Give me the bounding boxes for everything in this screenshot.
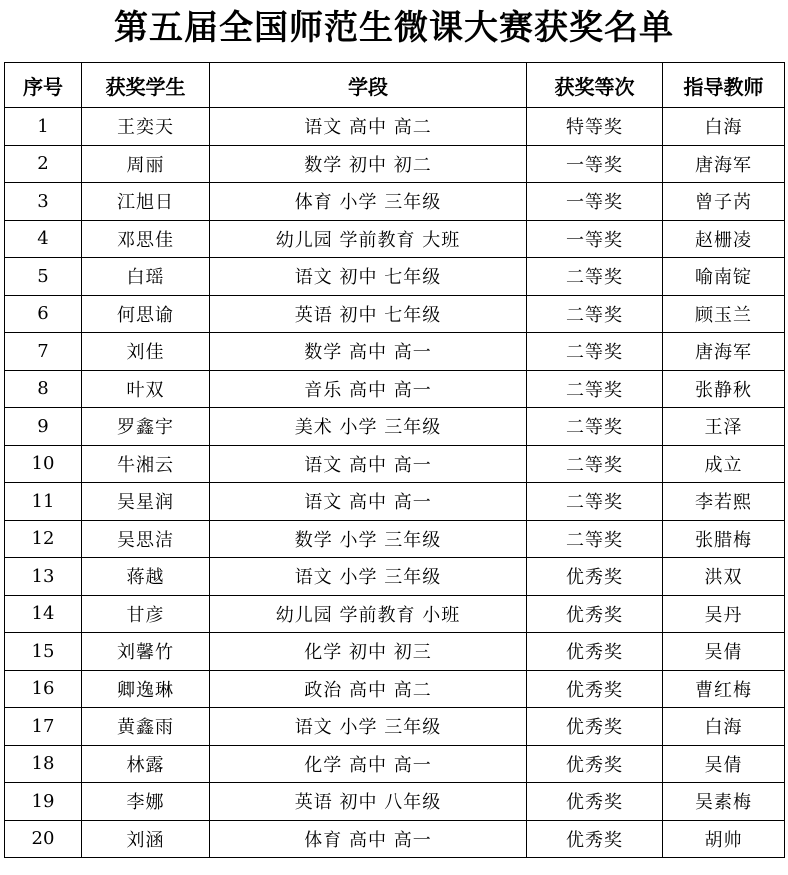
cell-student: 甘彦 (82, 595, 210, 633)
cell-award: 二等奖 (527, 408, 663, 446)
cell-student: 牛湘云 (82, 445, 210, 483)
table-row (5, 783, 785, 821)
table-row (5, 295, 785, 333)
cell-award: 优秀奖 (527, 745, 663, 783)
cell-teacher: 吴丹 (663, 595, 785, 633)
cell-student: 邓思佳 (82, 220, 210, 258)
table-row (5, 370, 785, 408)
cell-teacher: 唐海军 (663, 145, 785, 183)
cell-teacher: 赵栅凌 (663, 220, 785, 258)
cell-index: 2 (5, 145, 82, 183)
cell-award: 二等奖 (527, 483, 663, 521)
cell-index: 9 (5, 408, 82, 446)
table-row (5, 145, 785, 183)
cell-student: 刘涵 (82, 820, 210, 858)
cell-award: 优秀奖 (527, 820, 663, 858)
award-table (4, 62, 785, 858)
cell-index: 4 (5, 220, 82, 258)
table-row (5, 595, 785, 633)
cell-award: 一等奖 (527, 183, 663, 221)
cell-award: 特等奖 (527, 108, 663, 146)
cell-index: 16 (5, 670, 82, 708)
cell-student: 李娜 (82, 783, 210, 821)
cell-stage: 化学 初中 初三 (210, 633, 527, 671)
cell-teacher: 吴素梅 (663, 783, 785, 821)
cell-award: 优秀奖 (527, 633, 663, 671)
table-row (5, 708, 785, 746)
cell-index: 13 (5, 558, 82, 596)
cell-stage: 语文 高中 高一 (210, 445, 527, 483)
cell-index: 1 (5, 108, 82, 146)
cell-index: 14 (5, 595, 82, 633)
cell-student: 周丽 (82, 145, 210, 183)
cell-stage: 数学 初中 初二 (210, 145, 527, 183)
table-row (5, 633, 785, 671)
table-row (5, 258, 785, 296)
cell-student: 吴思洁 (82, 520, 210, 558)
table-row (5, 745, 785, 783)
cell-index: 20 (5, 820, 82, 858)
cell-index: 15 (5, 633, 82, 671)
table-row (5, 220, 785, 258)
cell-student: 罗鑫宇 (82, 408, 210, 446)
table-row (5, 670, 785, 708)
cell-teacher: 吴倩 (663, 745, 785, 783)
cell-award: 优秀奖 (527, 783, 663, 821)
table-row (5, 520, 785, 558)
cell-index: 17 (5, 708, 82, 746)
cell-index: 11 (5, 483, 82, 521)
cell-student: 林露 (82, 745, 210, 783)
cell-teacher: 喻南锭 (663, 258, 785, 296)
cell-teacher: 张静秋 (663, 370, 785, 408)
cell-stage: 体育 小学 三年级 (210, 183, 527, 221)
table-row (5, 483, 785, 521)
table-row (5, 183, 785, 221)
cell-teacher: 王泽 (663, 408, 785, 446)
cell-stage: 音乐 高中 高一 (210, 370, 527, 408)
cell-teacher: 洪双 (663, 558, 785, 596)
header-student: 获奖学生 (82, 63, 210, 108)
cell-award: 优秀奖 (527, 558, 663, 596)
cell-award: 二等奖 (527, 333, 663, 371)
document-title: 第五届全国师范生微课大赛获奖名单 (114, 8, 674, 48)
cell-stage: 政治 高中 高二 (210, 670, 527, 708)
cell-teacher: 曾子芮 (663, 183, 785, 221)
cell-award: 优秀奖 (527, 670, 663, 708)
cell-award: 二等奖 (527, 520, 663, 558)
table-row (5, 445, 785, 483)
cell-index: 6 (5, 295, 82, 333)
table-row (5, 820, 785, 858)
cell-index: 10 (5, 445, 82, 483)
cell-teacher: 曹红梅 (663, 670, 785, 708)
cell-index: 19 (5, 783, 82, 821)
table-row (5, 558, 785, 596)
cell-student: 白瑶 (82, 258, 210, 296)
cell-teacher: 胡帅 (663, 820, 785, 858)
cell-index: 7 (5, 333, 82, 371)
cell-index: 5 (5, 258, 82, 296)
cell-index: 3 (5, 183, 82, 221)
cell-award: 优秀奖 (527, 595, 663, 633)
cell-award: 二等奖 (527, 295, 663, 333)
cell-stage: 幼儿园 学前教育 小班 (210, 595, 527, 633)
cell-stage: 语文 高中 高二 (210, 108, 527, 146)
header-award: 获奖等次 (527, 63, 663, 108)
table-row (5, 108, 785, 146)
cell-student: 卿逸琳 (82, 670, 210, 708)
cell-teacher: 吴倩 (663, 633, 785, 671)
cell-teacher: 成立 (663, 445, 785, 483)
cell-stage: 数学 小学 三年级 (210, 520, 527, 558)
cell-student: 叶双 (82, 370, 210, 408)
cell-teacher: 张腊梅 (663, 520, 785, 558)
cell-student: 黄鑫雨 (82, 708, 210, 746)
cell-teacher: 顾玉兰 (663, 295, 785, 333)
cell-student: 何思谕 (82, 295, 210, 333)
cell-teacher: 唐海军 (663, 333, 785, 371)
cell-student: 蒋越 (82, 558, 210, 596)
cell-index: 8 (5, 370, 82, 408)
award-table-body (5, 108, 785, 858)
cell-stage: 美术 小学 三年级 (210, 408, 527, 446)
cell-award: 一等奖 (527, 145, 663, 183)
cell-award: 二等奖 (527, 370, 663, 408)
cell-award: 二等奖 (527, 258, 663, 296)
cell-stage: 数学 高中 高一 (210, 333, 527, 371)
cell-student: 刘佳 (82, 333, 210, 371)
cell-stage: 语文 小学 三年级 (210, 708, 527, 746)
cell-student: 江旭日 (82, 183, 210, 221)
cell-stage: 语文 高中 高一 (210, 483, 527, 521)
cell-stage: 化学 高中 高一 (210, 745, 527, 783)
cell-award: 一等奖 (527, 220, 663, 258)
cell-award: 优秀奖 (527, 708, 663, 746)
cell-student: 王奕天 (82, 108, 210, 146)
cell-teacher: 李若熙 (663, 483, 785, 521)
header-stage: 学段 (210, 63, 527, 108)
cell-index: 12 (5, 520, 82, 558)
cell-stage: 语文 小学 三年级 (210, 558, 527, 596)
cell-student: 吴星润 (82, 483, 210, 521)
cell-teacher: 白海 (663, 108, 785, 146)
header-teacher: 指导教师 (663, 63, 785, 108)
header-index: 序号 (5, 63, 82, 108)
cell-stage: 体育 高中 高一 (210, 820, 527, 858)
table-row (5, 408, 785, 446)
cell-award: 二等奖 (527, 445, 663, 483)
cell-teacher: 白海 (663, 708, 785, 746)
cell-stage: 英语 初中 八年级 (210, 783, 527, 821)
cell-student: 刘馨竹 (82, 633, 210, 671)
cell-stage: 英语 初中 七年级 (210, 295, 527, 333)
header-row (5, 63, 785, 108)
cell-stage: 语文 初中 七年级 (210, 258, 527, 296)
cell-stage: 幼儿园 学前教育 大班 (210, 220, 527, 258)
cell-index: 18 (5, 745, 82, 783)
table-row (5, 333, 785, 371)
